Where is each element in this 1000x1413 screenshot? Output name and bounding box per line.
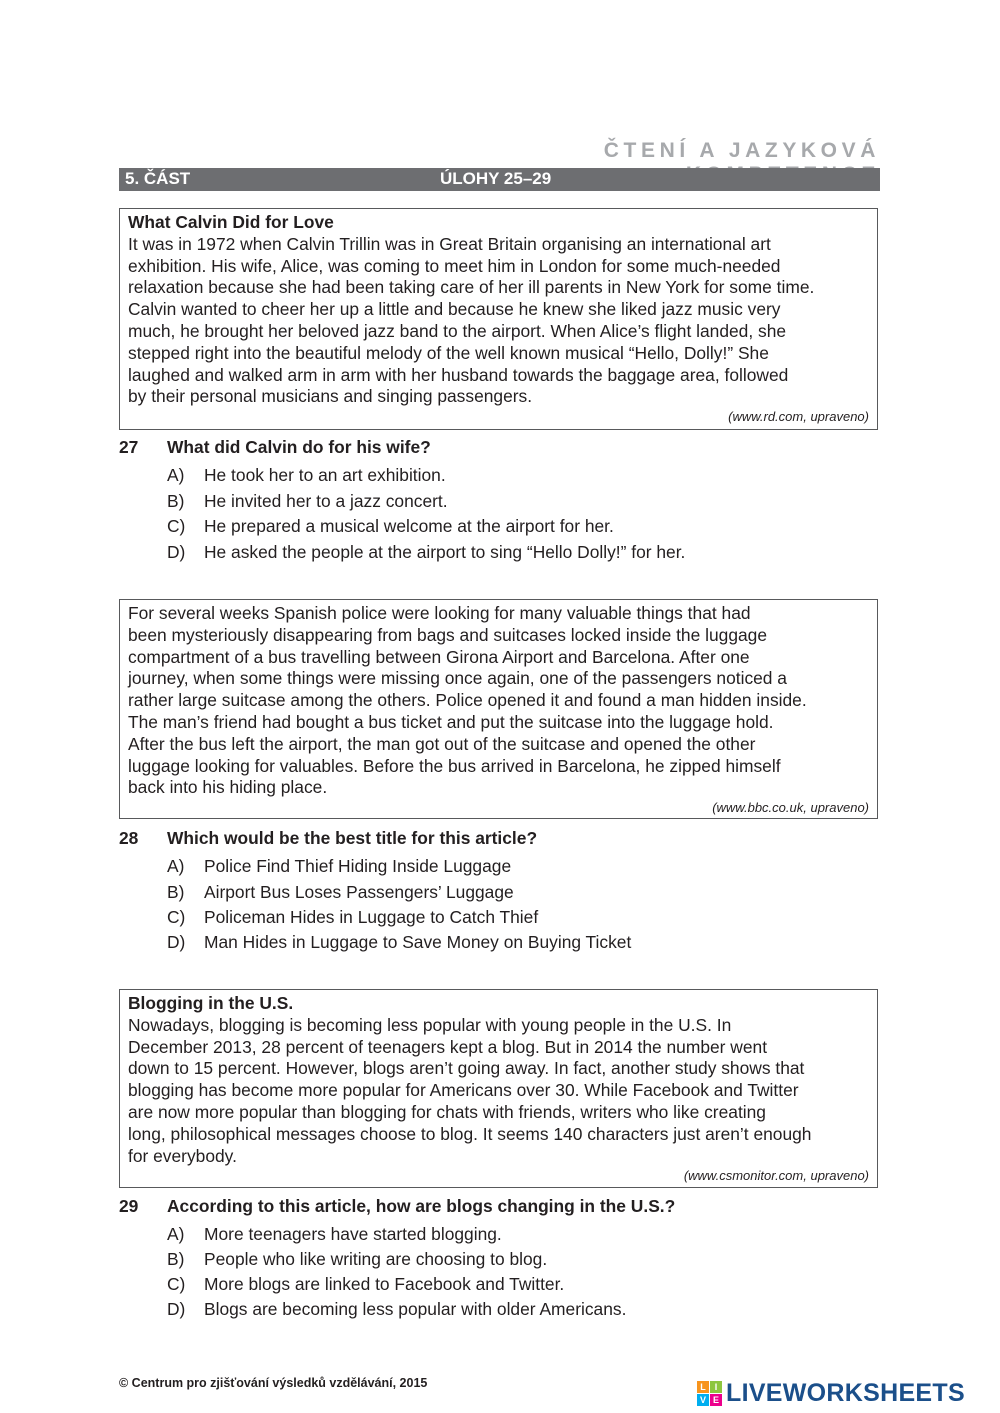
article-line: It was in 1972 when Calvin Trillin was in Great Britain organising an international art [128,233,771,254]
logo-mark-letter: L [697,1381,709,1393]
footer-copyright: © Centrum pro zjišťování výsledků vzdělávání, 2015 [119,1376,428,1390]
article-source: (www.rd.com, upraveno) [728,409,869,425]
option-letter: A) [167,465,185,485]
option-text: More teenagers have started blogging. [204,1224,502,1244]
article-line: journey, when some things were missing once again, one of the passengers noticed a [128,668,787,689]
article-body [128,603,869,799]
article-title: Blogging in the U.S. [128,993,294,1013]
option-d[interactable] [167,1299,867,1323]
option-text: He asked the people at the airport to sing “Hello Dolly!” for her. [204,542,686,562]
question-29 [119,1196,880,1326]
option-b[interactable] [167,1249,867,1273]
liveworksheets-mark-icon [697,1381,722,1406]
article-line: stepped right into the beautiful melody of the well known musical “Hello, Dolly!” She [128,342,769,363]
logo-mark-letter: E [710,1394,722,1406]
option-text: Airport Bus Loses Passengers’ Luggage [204,882,514,902]
option-a[interactable] [167,856,867,880]
logo-mark-letter: I [710,1381,722,1393]
option-c[interactable] [167,1274,867,1298]
article-line: relaxation because she had been taking care of her ill parents in New York for some time. [128,277,815,298]
question-text: According to this article, how are blogs changing in the U.S.? [167,1196,676,1216]
option-text: Man Hides in Luggage to Save Money on Buying Ticket [204,932,632,952]
article-line: back into his hiding place. [128,777,328,798]
liveworksheets-logo [697,1376,965,1410]
option-letter: D) [167,542,186,562]
option-b[interactable] [167,882,867,906]
option-text: Policeman Hides in Luggage to Catch Thief [204,907,539,927]
option-text: More blogs are linked to Facebook and Twitter. [204,1274,565,1294]
option-c[interactable] [167,516,867,540]
option-letter: A) [167,1224,185,1244]
option-text: He prepared a musical welcome at the airport for her. [204,516,614,536]
option-text: He took her to an art exhibition. [204,465,446,485]
article-line: blogging has become more popular for Americans over 30. While Facebook and Twitter [128,1080,799,1101]
question-28 [119,828,880,958]
question-number: 29 [119,1196,139,1216]
article-line: down to 15 percent. However, blogs aren’t going away. In fact, another study shows that [128,1058,805,1079]
option-letter: B) [167,491,185,511]
logo-text: LIVEWORKSHEETS [726,1378,965,1407]
question-27 [119,437,880,567]
article-line: luggage looking for valuables. Before the bus arrived in Barcelona, he zipped himself [128,755,781,776]
option-letter: C) [167,516,186,536]
article-body [128,234,869,408]
article-line: been mysteriously disappearing from bags and suitcases locked inside the luggage [128,624,768,645]
option-text: He invited her to a jazz concert. [204,491,448,511]
option-text: People who like writing are choosing to blog. [204,1249,548,1269]
option-a[interactable] [167,1224,867,1248]
option-text: Blogs are becoming less popular with older Americans. [204,1299,627,1319]
option-b[interactable] [167,491,867,515]
option-text: Police Find Thief Hiding Inside Luggage [204,856,512,876]
article-line: Calvin wanted to cheer her up a little and because he knew she liked jazz music very [128,299,781,320]
tasks-label: ÚLOHY 25–29 [440,169,552,188]
option-c[interactable] [167,907,867,931]
article-box-calvin [119,208,878,430]
question-number: 27 [119,437,139,457]
article-title: What Calvin Did for Love [128,212,334,232]
option-letter: B) [167,1249,185,1269]
article-box-blogging [119,989,878,1188]
article-box-luggage [119,599,878,819]
part-label: 5. ČÁST [125,169,191,188]
option-a[interactable] [167,465,867,489]
question-text: Which would be the best title for this article? [167,828,538,848]
article-line: exhibition. His wife, Alice, was coming to meet him in London for some much-needed [128,255,781,276]
article-line: are now more popular than blogging for chats with friends, writers who like creating [128,1101,766,1122]
part-bar [119,168,880,191]
option-letter: C) [167,1274,186,1294]
option-d[interactable] [167,932,867,956]
question-number: 28 [119,828,139,848]
option-letter: A) [167,856,185,876]
question-text: What did Calvin do for his wife? [167,437,431,457]
article-line: compartment of a bus travelling between Girona Airport and Barcelona. After one [128,646,750,667]
article-line: Nowadays, blogging is becoming less popular with young people in the U.S. In [128,1014,732,1035]
article-line: long, philosophical messages choose to blog. It seems 140 characters just aren’t enough [128,1123,812,1144]
article-line: December 2013, 28 percent of teenagers kept a blog. But in 2014 the number went [128,1036,768,1057]
option-letter: C) [167,907,186,927]
section-title: ČTENÍ A JAZYKOVÁ [603,139,880,162]
article-line: by their personal musicians and singing passengers. [128,386,533,407]
article-line: The man’s friend had bought a bus ticket and put the suitcase into the luggage hold. [128,711,774,732]
option-letter: D) [167,1299,186,1319]
option-letter: B) [167,882,185,902]
article-line: For several weeks Spanish police were looking for many valuable things that had [128,603,751,623]
article-body [128,1015,869,1168]
article-line: After the bus left the airport, the man got out of the suitcase and opened the other [128,733,756,754]
logo-mark-letter: V [697,1394,709,1406]
option-letter: D) [167,932,186,952]
article-line: rather large suitcase among the others. Police opened it and found a man hidden inside. [128,690,807,711]
article-line: for everybody. [128,1145,237,1166]
article-source: (www.csmonitor.com, upraveno) [683,1168,869,1184]
option-d[interactable] [167,542,867,566]
article-line: much, he brought her beloved jazz band to the airport. When Alice’s flight landed, she [128,320,787,341]
article-source: (www.bbc.co.uk, upraveno) [712,800,869,816]
article-line: laughed and walked arm in arm with her husband towards the baggage area, followed [128,364,789,385]
